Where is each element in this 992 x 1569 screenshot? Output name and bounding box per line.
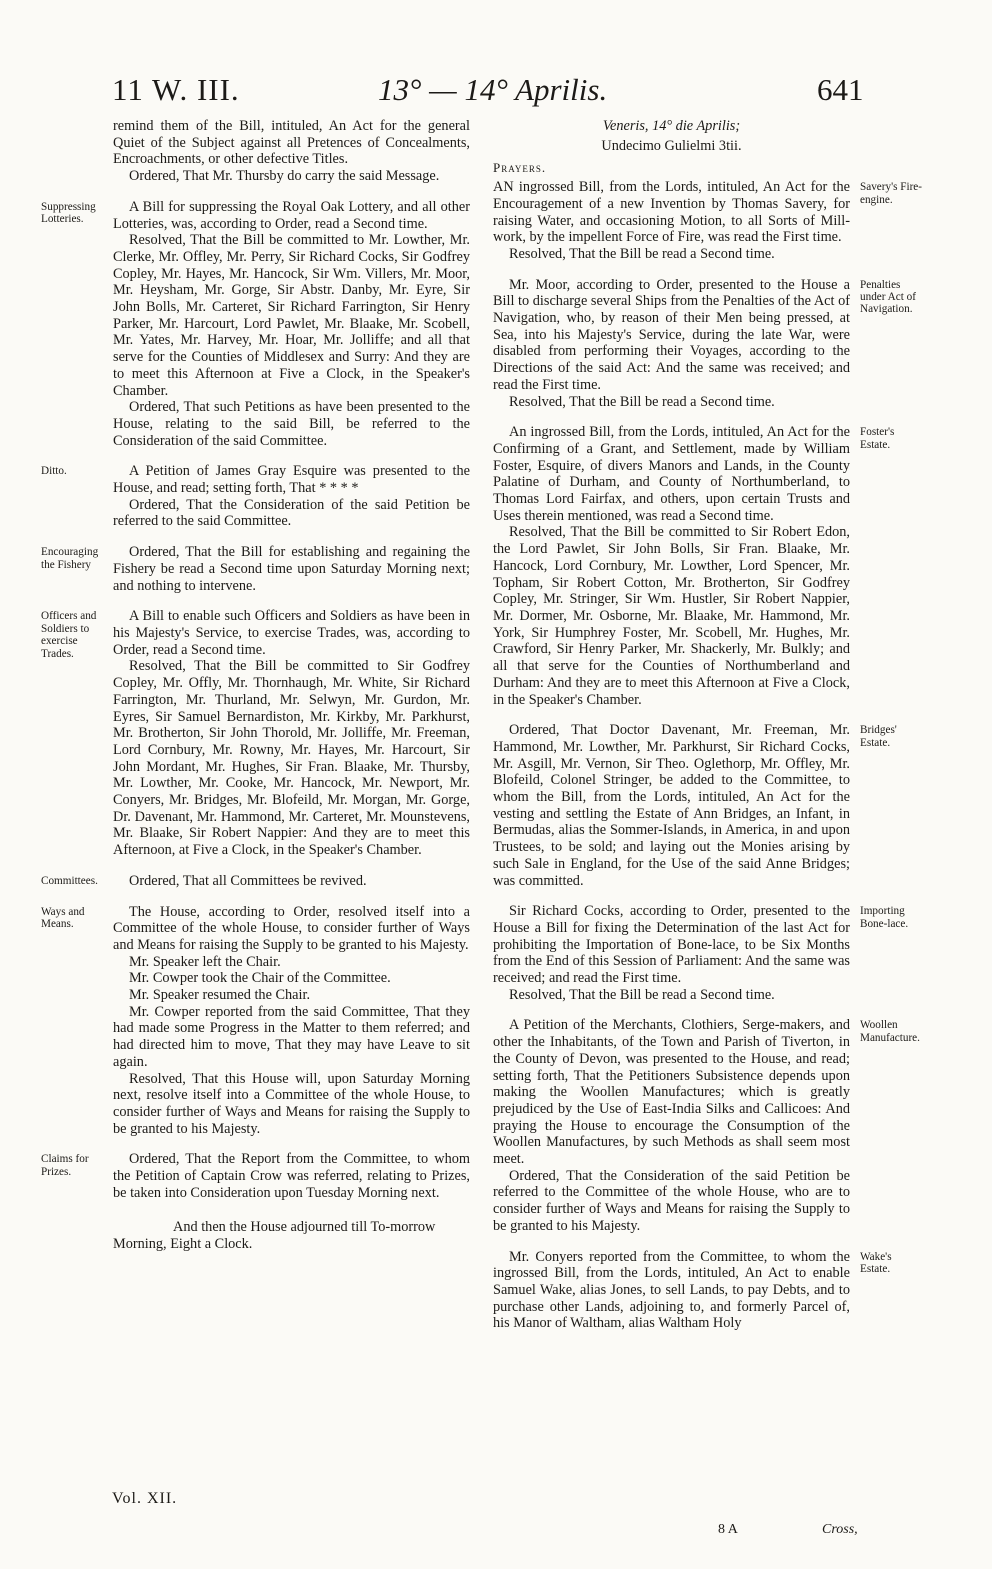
adjournment-note: And then the House adjourned till To-morrow Morning, Eight a Clock. xyxy=(113,1219,436,1253)
signature-mark: 8 A xyxy=(718,1522,738,1537)
journal-paragraph: Resolved, That the Bill be committed to Sir Robert Edon, the Lord Pawlet, Sir John Bolls, Sir Fran. Blaake, Mr. Hancock, Lord Cornbury, Mr. Lowther, Lord Spencer, Mr. Topham, Sir Robert Cotton, Mr. Brotherton, Sir Godfrey Copley, Mr. Stringer, Sir Wm. Hustler, Sir Robert Nappier, Mr. Dormer, Mr. Osborne, Mr. Blaake, Mr. Hammond, Mr. York, Sir Humphrey Foster, Mr. Scobell, Mr. Hughes, Mr. Crawford, Sir Henry Parker, Mr. Shackerly, Mr. Bulkly; and all that serve for the Counties of Northumberland and Durham: And they are to meet this Afternoon at Five a Clock, in the Speaker's Chamber. xyxy=(493,524,850,708)
marginal-note: Claims for Prizes. xyxy=(41,1153,89,1178)
journal-paragraph: Mr. Speaker left the Chair. xyxy=(129,953,281,970)
marginal-note: Foster's Estate. xyxy=(860,426,895,451)
marginal-note: Ditto. xyxy=(41,465,67,478)
journal-paragraph: Resolved, That the Bill be committed to Sir Godfrey Copley, Mr. Offly, Mr. Thornhaugh, Mr. White, Sir Richard Farrington, Mr. Thurland, Mr. Selwyn, Mr. Gurdon, Mr. Eyres, Sir Samuel Bernardiston, Mr. Kirkby, Mr. Parkhurst, Mr. Brotherton, Sir John Thorold, Mr. Jolliffe, Mr. Freeman, Lord Cornbury, Mr. Rowny, Mr. Hayes, Mr. Harcourt, Sir John Mordant, Mr. Hughes, Sir Fran. Blaake, Mr. Thursby, Mr. Lowther, Mr. Cooke, Mr. Hancock, Mr. Newport, Mr. Conyers, Mr. Bridges, Mr. Blofeild, Mr. Morgan, Mr. Gorge, Dr. Davenant, Mr. Hammond, Mr. Carteret, Mr. Mounstevens, Mr. Blaake, Sir Robert Nappier: And they are to meet this Afternoon, at Five a Clock, in the Speaker's Chamber. xyxy=(113,658,470,859)
journal-paragraph: Savery's Fire-engine. AN ingrossed Bill, from the Lords, intituled, An Act for the Encouragement of a new Invention by Thomas Savery, for raising Water, and occasioning Motion, to all Sorts of Mill-work, by the impellent Force of Fire, was read the First time. xyxy=(493,179,850,246)
marginal-note: Committees. xyxy=(41,874,98,887)
regnal-dateline: Undecimo Gulielmi 3tii. xyxy=(601,137,742,154)
right-column xyxy=(493,118,922,1332)
journal-paragraph: Importing Bone-lace. Sir Richard Cocks, according to Order, presented to the House a Bill for fixing the Determination of the last Act for prohibiting the Importation of Bone-lace, to be Six Months from the End of this Session of Parliament: And the same was received; and read the First time. xyxy=(493,903,850,987)
marginal-note: Officers and Soldiers to exercise Trades. xyxy=(41,610,97,660)
journal-paragraph: Ordered, That the Consideration of the said Petition be referred to the said Committee. xyxy=(113,496,470,530)
journal-paragraph: Bridges' Estate. Ordered, That Doctor Davenant, Mr. Freeman, Mr. Hammond, Mr. Lowther, Mr. Parkhurst, Sir Richard Cocks, Mr. Asgill, Mr. Vernon, Sir Theo. Oglethorp, Mr. Offley, Mr. Blofeild, Colonel Stringer, be added to the Committee, to whom the Bill, from the Lords, intituled, An Act for the vesting and settling the Estate of Ann Bridges, an Infant, in Bermudas, alias the Sommer-Islands, in America, in and upon Trustees, to be sold; and laying out the Monies arising by such Sale in England, for the Use of the said Anne Bridges; was committed. xyxy=(493,722,850,889)
journal-paragraph: Foster's Estate. An ingrossed Bill, from the Lords, intituled, An Act for the Confirming of a Grant, and Settlement, made by William Foster, Esquire, of divers Manors and Lands, in the County Palatine of Durham, and County of Northumberland, to Thomas Lord Fairfax, and others, upon certain Trusts and Uses therein mentioned, was read a Second time. xyxy=(493,424,850,524)
journal-paragraph: Ordered, That Mr. Thursby do carry the said Message. xyxy=(129,168,440,185)
marginal-note: Importing Bone-lace. xyxy=(860,905,909,930)
journal-paragraph: Woollen Manufacture. A Petition of the Merchants, Clothiers, Serge-makers, and other the Inhabitants, of the Town and Parish of Tiverton, in the County of Devon, was presented to the House, and read; setting forth, That the Petitioners Subsistence depends upon making the Woollen Manufactures; which is greatly prejudiced by the Use of East-India Silks and Callicoes: And praying the House to encourage the Consumption of the Woollen Manufactures, by such Methods as shall seem most meet. xyxy=(493,1017,850,1167)
catchword: Cross, xyxy=(822,1522,858,1537)
journal-paragraph: Claims for Prizes. Ordered, That the Report from the Committee, to whom the Petition of Captain Crow was referred, relating to Prizes, be taken into Consideration upon Tuesday Morning next. xyxy=(41,1151,470,1201)
journal-paragraph: Suppressing Lotteries. A Bill for suppressing the Royal Oak Lottery, and all other Lotteries, was, according to Order, read a Second time. xyxy=(41,198,470,232)
marginal-note: Penalties under Act of Navigation. xyxy=(860,278,916,316)
page-header xyxy=(0,72,992,112)
marginal-note: Bridges' Estate. xyxy=(860,724,897,749)
journal-paragraph: Penalties under Act of Navigation. Mr. Moor, according to Order, presented to the House a Bill to discharge several Ships from the Penalties of the Act of Navigation, who, by reason of their Men being pressed, at Sea, into his Majesty's Service, during the late War, were disabled from performing their Voyages, according to the Directions of the said Act: And the same was received; and read the First time. xyxy=(493,277,850,394)
journal-paragraph: Resolved, That the Bill be committed to Mr. Lowther, Mr. Clerke, Mr. Offley, Mr. Perry, Sir Richard Cocks, Sir Godfrey Copley, Mr. Hayes, Mr. Hancock, Sir Wm. Villers, Mr. Moor, Mr. Heysham, Mr. Gorge, Sir Abstr. Danby, Mr. Eyre, Sir John Bolls, Mr. Carteret, Sir Richard Farrington, Sir Henry Parker, Mr. Harcourt, Lord Pawlet, Mr. Blaake, Mr. Scobell, Mr. Yates, Mr. Harvey, Mr. Hoar, Mr. Jolliffe; and all that serve for the Counties of Middlesex and Surry: And they are to meet this Afternoon at Five a Clock, in the Speaker's Chamber. xyxy=(113,232,470,399)
volume-label: Vol. XII. xyxy=(112,1490,178,1507)
marginal-note: Suppressing Lotteries. xyxy=(41,200,96,226)
journal-paragraph: Encouraging the Fishery Ordered, That the Bill for establishing and regaining the Fishery be read a Second time upon Saturday Morning next; and nothing to intervene. xyxy=(41,544,470,594)
journal-paragraph: Resolved, That this House will, upon Saturday Morning next, resolve itself into a Committee of the whole House, to consider further of Ways and Means for raising the Supply to be granted to his Majesty. xyxy=(113,1070,470,1137)
journal-paragraph: Ditto. A Petition of James Gray Esquire was presented to the House, and read; setting forth, That * * * * xyxy=(41,463,470,497)
journal-paragraph: Mr. Cowper reported from the said Committee, That they had made some Progress in the Matter to them referred; and had directed him to move, That they may have Leave to sit again. xyxy=(113,1003,470,1070)
left-column xyxy=(41,118,470,1253)
journal-paragraph: Mr. Cowper took the Chair of the Committee. xyxy=(129,970,391,987)
journal-paragraph: remind them of the Bill, intituled, An Act for the general Quiet of the Subject against all Pretences of Concealments, Encroachments, or other defective Titles. xyxy=(113,118,470,168)
page-number: 641 xyxy=(817,72,864,107)
journal-paragraph: Officers and Soldiers to exercise Trades. A Bill to enable such Officers and Soldiers as have been in his Majesty's Service, to exercise Trades, was, according to Order, read a Second time. xyxy=(41,608,470,660)
marginal-note: Wake's Estate. xyxy=(860,1250,892,1275)
journal-paragraph: Ordered, That the Consideration of the said Petition be referred to the Committee of the whole House, who are to consider further of Ways and Means for raising the Supply to be granted to his Majesty. xyxy=(493,1167,850,1234)
journal-paragraph: Ordered, That such Petitions as have been presented to the House, relating to the said Bill, be referred to the Consideration of the said Committee. xyxy=(113,399,470,449)
journal-paragraph: Ways and Means. The House, according to Order, resolved itself into a Committee of the whole House, to consider further of Ways and Means for raising the Supply to be granted to his Majesty. xyxy=(41,903,470,953)
journal-paragraph: Mr. Speaker resumed the Chair. xyxy=(129,987,311,1004)
sitting-date: Veneris, 14° die Aprilis; xyxy=(602,118,741,134)
regnal-year: 11 W. III. xyxy=(112,72,240,107)
journal-paragraph: Committees. Ordered, That all Committees be revived. xyxy=(41,872,367,889)
header-dates: 13° — 14° Aprilis. xyxy=(378,72,608,107)
journal-paragraph: Resolved, That the Bill be read a Second time. xyxy=(509,393,775,410)
marginal-note: Ways and Means. xyxy=(41,905,85,930)
prayers-heading: Prayers. xyxy=(493,160,547,176)
marginal-note: Encouraging the Fishery xyxy=(41,546,99,571)
journal-paragraph: Resolved, That the Bill be read a Second time. xyxy=(509,245,775,262)
marginal-note: Savery's Fire-engine. xyxy=(860,181,922,206)
journal-paragraph: Wake's Estate. Mr. Conyers reported from the Committee, to whom the ingrossed Bill, from the Lords, intituled, An Act to enable Samuel Wake, alias Jones, to sell Lands, to pay Debts, and to purchase other Lands, adjoining to, and formerly Parcel of, his Manor of Waltham, alias Waltham Holy xyxy=(493,1249,850,1333)
marginal-note: Woollen Manufacture. xyxy=(860,1019,920,1044)
journal-paragraph: Resolved, That the Bill be read a Second time. xyxy=(509,986,775,1003)
